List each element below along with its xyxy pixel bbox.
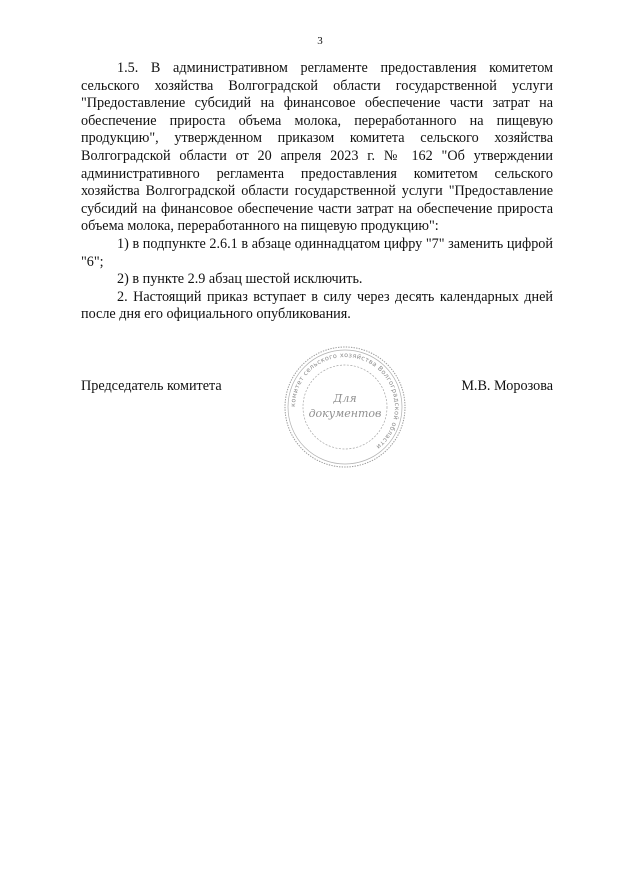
signatory-name: М.В. Морозова	[461, 378, 553, 394]
seal-center-line-1: Для	[333, 392, 357, 405]
official-seal	[280, 342, 410, 472]
seal-graphic	[280, 342, 410, 472]
paragraph-item-2: 2) в пункте 2.9 абзац шестой исключить.	[117, 271, 363, 288]
page-number: 3	[317, 35, 323, 47]
seal-center-line-2: документов	[308, 407, 382, 420]
document-body	[81, 60, 553, 324]
paragraph-2: 2. Настоящий приказ вступает в силу через десять календарных дней после дня его официального опубликования.	[81, 288, 553, 323]
seal-ring-text: комитет сельского хозяйства Волгоградской области	[288, 350, 402, 452]
paragraph-1-5: 1.5. В административном регламенте предоставления комитетом сельского хозяйства Волгоградской области государственной услуги "Предоставление субсидий на финансовое обеспечение части затрат на обеспечение прироста объема молока, переработанного на пищевую продукцию", утвержденном приказом комитета сельского хозяйства Волгоградской области от 20 апреля 2023 г. № 162 "Об утверждении административного регламента предоставления комитетом сельского хозяйства Волгоградской области государственной услуги "Предоставление субсидий на финансовое обеспечение части затрат на обеспечение прироста объема молока, переработанного на пищевую продукцию":	[81, 60, 553, 235]
signatory-title: Председатель комитета	[81, 378, 222, 394]
paragraph-item-1: 1) в подпункте 2.6.1 в абзаце одиннадцатом цифру "7" заменить цифрой "6";	[81, 235, 553, 270]
